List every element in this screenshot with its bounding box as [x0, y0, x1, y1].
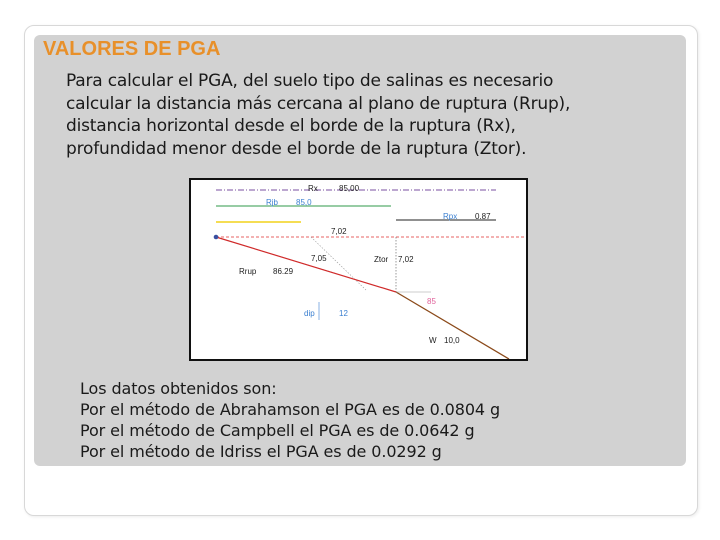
results-list: [80, 378, 500, 462]
rjb-value: 85,0: [296, 198, 312, 207]
intro-line: Para calcular el PGA, del suelo tipo de salinas es necesario: [66, 71, 554, 91]
dip-label: dip: [304, 309, 315, 318]
rjb-label: Rjb: [266, 198, 279, 207]
fault-plane-line: [396, 292, 509, 359]
ztor-value: 7,02: [398, 255, 414, 264]
results-line: Por el método de Abrahamson el PGA es de 0.0804 g: [80, 400, 501, 419]
rpx-label: Rpx: [443, 212, 458, 221]
w-value: 10,0: [444, 336, 460, 345]
dip-value: 12: [339, 309, 348, 318]
intro-paragraph: [66, 70, 666, 160]
fault-geometry-svg: [191, 180, 526, 359]
results-line: Los datos obtenidos son:: [80, 379, 277, 398]
slide-title: VALORES DE PGA: [43, 38, 221, 60]
intro-line: distancia horizontal desde el borde de la ruptura (Rx),: [66, 116, 516, 136]
station-dot: [214, 235, 219, 240]
results-line: Por el método de Idriss el PGA es de 0.0292 g: [80, 442, 442, 461]
ztor-label: Ztor: [374, 255, 389, 264]
intro-line: calcular la distancia más cercana al plano de ruptura (Rrup),: [66, 93, 571, 114]
rrup-label: Rrup: [239, 267, 257, 276]
intro-line: profundidad menor desde el borde de la ruptura (Ztor).: [66, 138, 527, 159]
station-dotted-line-2: [311, 237, 366, 290]
dip-angle-label: 85: [427, 297, 436, 306]
w-label: W: [429, 336, 437, 345]
depth-top-label: 7,02: [331, 227, 347, 236]
rpx-value: 0.87: [475, 212, 491, 221]
fault-geometry-diagram: [189, 178, 528, 361]
depth-mid-label: 7,05: [311, 254, 327, 263]
rrup-value: 86.29: [273, 267, 294, 276]
results-line: Por el método de Campbell el PGA es de 0.0642 g: [80, 421, 475, 440]
rrup-line: [216, 237, 396, 292]
rx-label: Rx: [308, 184, 318, 193]
rx-value: 85,00: [339, 184, 360, 193]
